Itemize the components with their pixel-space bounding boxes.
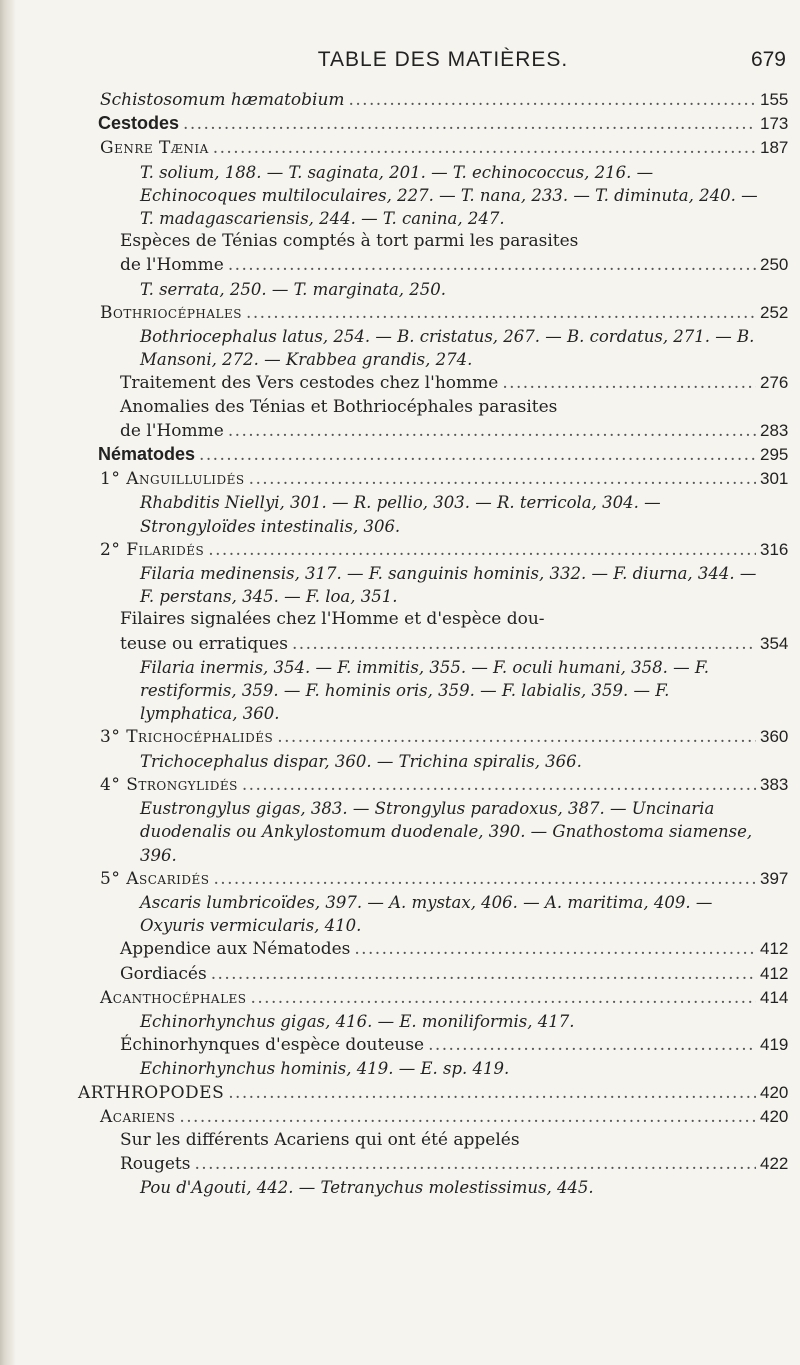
toc-entry-title: Appendice aux Nématodes <box>120 939 351 960</box>
toc-page-number: 276 <box>760 373 789 393</box>
toc-page-number: 173 <box>760 114 789 134</box>
leader-dots <box>428 1034 756 1057</box>
toc-entry[interactable] <box>98 538 789 562</box>
species-list: Filaria inermis, 354. — F. immitis, 355. — F. oculi humani, 358. — F. restiformis, 359. — F. hominis oris, 359. — F. labialis, 359. — F. lymphatica, 360. <box>140 657 710 724</box>
leader-dots <box>213 868 756 891</box>
toc-entry-title: Espèces de Ténias comptés à tort parmi les parasites <box>120 231 579 252</box>
toc-entry-title: 4° Strongylidés <box>100 774 238 795</box>
leader-dots <box>354 938 756 961</box>
toc-entry[interactable] <box>98 112 789 136</box>
toc-page-number: 383 <box>760 774 789 794</box>
toc-entry-title: 5° Ascaridés <box>100 868 210 889</box>
species-list: Ascaris lumbricoïdes, 397. — A. mystax, 406. — A. maritima, 409. — Oxyuris vermicularis, 410. <box>140 892 713 936</box>
toc-page-number: 360 <box>760 727 789 747</box>
toc-entry[interactable] <box>98 962 789 986</box>
toc-entry-title: 3° Trichocéphalidés <box>100 727 274 748</box>
toc-entry-title: Acanthocéphales <box>100 987 247 1008</box>
toc-entry[interactable] <box>98 1105 789 1129</box>
toc-page-number: 295 <box>760 445 789 465</box>
toc-page-number: 283 <box>760 420 789 440</box>
toc-entry-title: Cestodes <box>98 113 180 134</box>
toc-entry[interactable] <box>98 1152 789 1176</box>
leader-dots <box>199 444 756 467</box>
leader-dots <box>228 1082 756 1105</box>
toc-entry-title: Gordiacés <box>120 963 207 984</box>
toc-entry-title: Genre Tænia <box>100 138 209 159</box>
toc-page-number: 422 <box>760 1154 789 1174</box>
toc-entry[interactable] <box>78 1081 789 1105</box>
toc-entry[interactable] <box>98 419 789 443</box>
page-binding-edge <box>0 0 16 1365</box>
leader-dots <box>228 420 756 443</box>
toc-entry-title: Schistosomum hæmatobium <box>100 90 345 110</box>
toc-entry-title-cont: de l'Homme <box>120 420 224 441</box>
species-list: Trichocephalus dispar, 360. — Trichina spiralis, 366. <box>140 751 582 771</box>
toc-page-number: 419 <box>760 1035 789 1055</box>
toc-entry[interactable] <box>98 632 789 656</box>
leader-dots <box>211 963 756 986</box>
leader-dots <box>502 372 756 395</box>
toc-entry[interactable] <box>98 1033 789 1057</box>
species-list: Echinorhynchus gigas, 416. — E. moniliformis, 417. <box>140 1011 575 1031</box>
toc-page-number: 187 <box>760 138 789 158</box>
toc-entry[interactable] <box>98 371 789 395</box>
toc-entry-line1 <box>98 608 784 631</box>
toc-entry-title: ARTHROPODES <box>78 1082 225 1103</box>
toc-entry-title: Acariens <box>100 1106 176 1127</box>
toc-entry[interactable] <box>98 725 789 749</box>
toc-entry-line1 <box>98 396 784 419</box>
toc-entry-title: 2° Filaridés <box>100 539 205 560</box>
toc-entry[interactable] <box>98 986 789 1010</box>
species-list: Pou d'Agouti, 442. — Tetranychus molestissimus, 445. <box>140 1178 594 1198</box>
species-list: T. solium, 188. — T. saginata, 201. — T. echinococcus, 216. — Echinocoques multiloculaires, 227. — T. nana, 233. — T. diminuta, 240. — T. madagascariensis, 244. — T. canina, 247. <box>140 162 758 229</box>
toc-entry-title-cont: teuse ou erratiques <box>120 633 288 654</box>
leader-dots <box>213 137 756 160</box>
toc-entry-title: Échinorhynques d'espèce douteuse <box>120 1035 425 1056</box>
species-list: T. serrata, 250. — T. marginata, 250. <box>140 279 447 299</box>
running-title: TABLE DES MATIÈRES. <box>317 48 569 71</box>
toc-entry-title-cont: de l'Homme <box>120 255 224 276</box>
toc-entry[interactable] <box>98 867 789 891</box>
toc-entry-title: 1° Anguillulidés <box>100 469 245 490</box>
toc-entry-title: Filaires signalées chez l'Homme et d'espèce dou- <box>120 609 545 630</box>
toc-entry[interactable] <box>98 467 789 491</box>
toc-entry-title: Nématodes <box>98 444 196 465</box>
toc-entry-title: Bothriocéphales <box>100 302 243 323</box>
toc-entry[interactable] <box>98 443 789 467</box>
toc-entry[interactable] <box>98 88 789 112</box>
toc-page-number: 301 <box>760 469 789 489</box>
toc-entry[interactable] <box>98 773 789 797</box>
toc-page-number: 250 <box>760 255 789 275</box>
leader-dots <box>242 774 756 797</box>
toc-entry[interactable] <box>98 937 789 961</box>
toc-page-number: 420 <box>760 1106 789 1126</box>
toc-page-number: 316 <box>760 539 789 559</box>
toc-entry-line1 <box>98 230 784 253</box>
toc-entry[interactable] <box>98 301 789 325</box>
toc-entry[interactable] <box>98 253 789 277</box>
leader-dots <box>277 726 756 749</box>
species-list: Rhabditis Niellyi, 301. — R. pellio, 303. — R. terricola, 304. — Strongyloïdes intestinalis, 306. <box>140 493 661 536</box>
leader-dots <box>208 539 756 562</box>
table-of-contents <box>78 88 789 1200</box>
toc-page-number: 354 <box>760 633 789 653</box>
leader-dots <box>251 987 756 1010</box>
page-header <box>100 48 786 78</box>
leader-dots <box>246 302 756 325</box>
toc-page-number: 414 <box>760 987 789 1007</box>
species-list: Eustrongylus gigas, 383. — Strongylus paradoxus, 387. — Uncinaria duodenalis ou Ankylostomum duodenale, 390. — Gnathostoma siamense, 396. <box>140 799 753 865</box>
toc-page-number: 155 <box>760 90 789 109</box>
toc-page-number: 412 <box>760 963 789 983</box>
toc-entry-title: Sur les différents Acariens qui ont été appelés <box>120 1129 520 1150</box>
leader-dots <box>292 633 756 656</box>
page-number: 679 <box>750 48 786 71</box>
leader-dots <box>183 113 756 136</box>
leader-dots <box>179 1106 756 1129</box>
toc-entry-title: Anomalies des Ténias et Bothriocéphales parasites <box>120 396 558 417</box>
leader-dots <box>228 254 756 277</box>
species-list: Filaria medinensis, 317. — F. sanguinis hominis, 332. — F. diurna, 344. — F. perstans, 345. — F. loa, 351. <box>140 564 757 607</box>
toc-page-number: 420 <box>760 1082 789 1102</box>
species-list: Echinorhynchus hominis, 419. — E. sp. 419. <box>140 1059 510 1079</box>
species-list: Bothriocephalus latus, 254. — B. cristatus, 267. — B. cordatus, 271. — B. Mansoni, 272. — Krabbea grandis, 274. <box>140 327 755 370</box>
toc-page-number: 397 <box>760 868 789 888</box>
toc-entry[interactable] <box>98 136 789 160</box>
leader-dots <box>249 468 756 491</box>
toc-entry-title-cont: Rougets <box>120 1154 191 1175</box>
leader-dots <box>194 1153 756 1176</box>
toc-entry-line1 <box>98 1129 784 1152</box>
leader-dots <box>349 89 756 112</box>
toc-page-number: 412 <box>760 939 789 959</box>
toc-entry-title: Traitement des Vers cestodes chez l'homme <box>120 373 499 394</box>
toc-page-number: 252 <box>760 302 789 322</box>
